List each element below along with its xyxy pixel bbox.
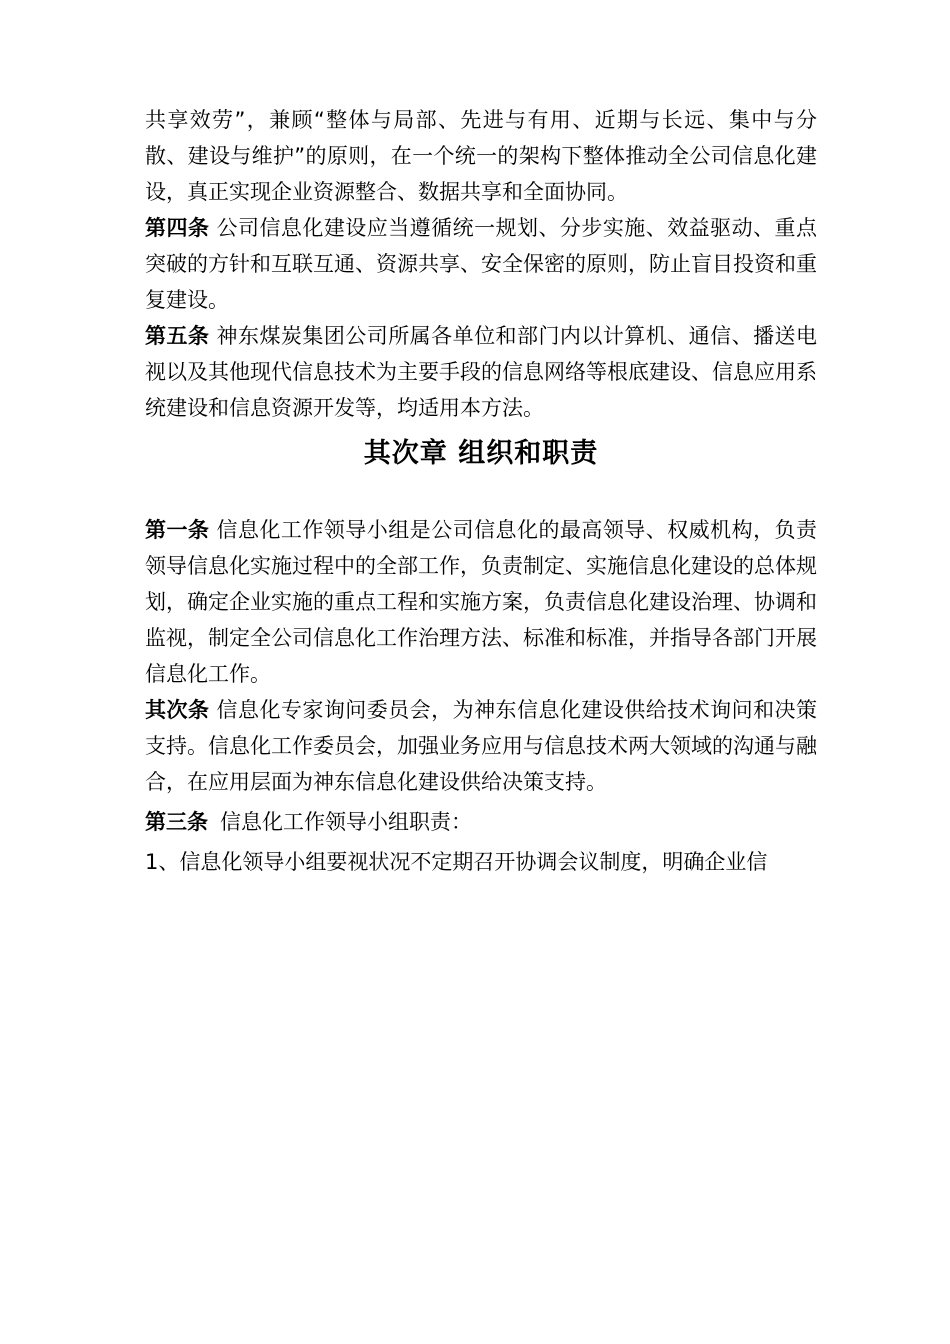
chapter-title: 其次章 组织和职责 xyxy=(363,438,599,469)
article-3 xyxy=(145,804,817,840)
list-item-text: 1、信息化领导小组要视状况不定期召开协调会议制度，明确企业信 xyxy=(145,850,768,874)
article-text: 信息化工作领导小组是公司信息化的最高领导、权威机构，负责领导信息化实施过程中的全部工作，负责制定、实施信息化建设的总体规划，确定企业实施的重点工程和实施方案，负责信息化建设治理、协调和监视，制定全公司信息化工作治理方法、标准和标准，并指导各部门开展信息化工作。 xyxy=(145,518,817,686)
paragraph-text: 共享效劳”，兼顾“整体与局部、先进与有用、近期与长远、集中与分散、建设与维护”的原则，在一个统一的架构下整体推动全公司信息化建设，真正实现企业资源整合、数据共享和全面协同。 xyxy=(145,108,817,204)
article-text: 信息化专家询问委员会，为神东信息化建设供给技术询问和决策支持。信息化工作委员会，加强业务应用与信息技术两大领域的沟通与融合，在应用层面为神东信息化建设供给决策支持。 xyxy=(145,698,817,794)
article-5 xyxy=(145,318,817,426)
article-heading: 第四条 xyxy=(145,216,210,240)
document-page xyxy=(145,102,817,880)
article-1 xyxy=(145,512,817,692)
article-heading: 第一条 xyxy=(145,518,210,542)
article-heading: 第三条 xyxy=(145,810,208,834)
article-text: 神东煤炭集团公司所属各单位和部门内以计算机、通信、播送电视以及其他现代信息技术为主要手段的信息网络等根底建设、信息应用系统建设和信息资源开发等，均适用本方法。 xyxy=(145,324,817,420)
article-text: 公司信息化建设应当遵循统一规划、分步实施、效益驱动、重点突破的方针和互联互通、资源共享、安全保密的原则，防止盲目投资和重复建设。 xyxy=(145,216,817,312)
article-text: 信息化工作领导小组职责： xyxy=(220,810,472,834)
list-item-1 xyxy=(145,844,817,880)
article-heading: 其次条 xyxy=(145,698,210,722)
paragraph-continuation xyxy=(145,102,817,210)
article-2 xyxy=(145,692,817,800)
article-4 xyxy=(145,210,817,318)
article-heading: 第五条 xyxy=(145,324,210,348)
